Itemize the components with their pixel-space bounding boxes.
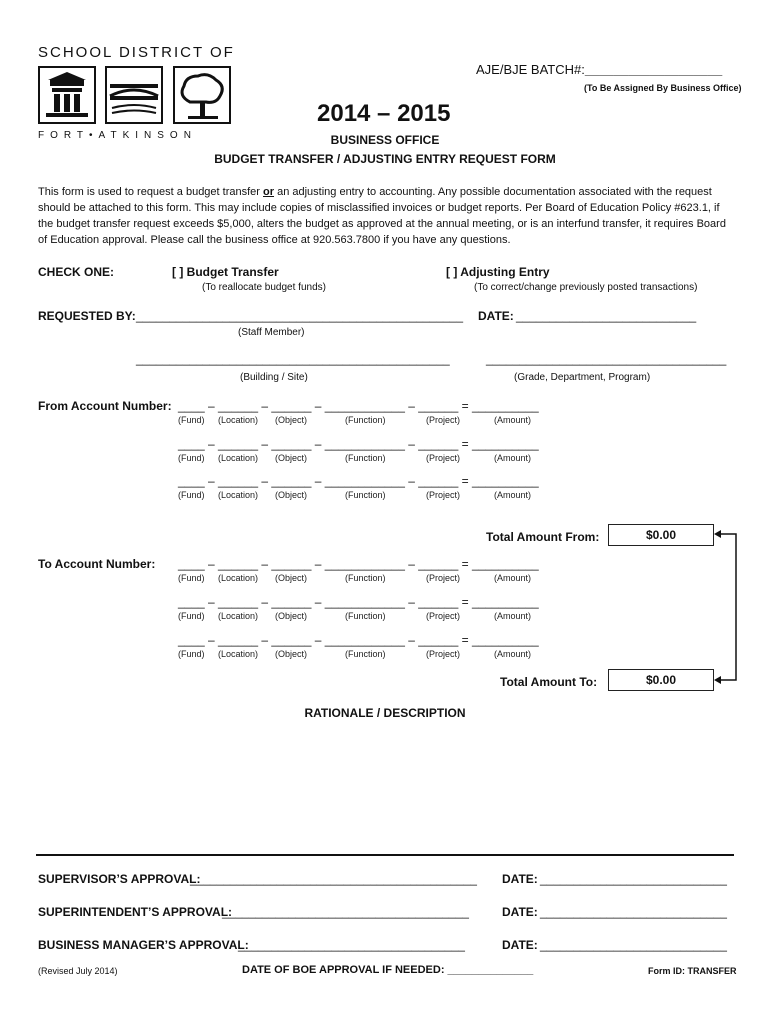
staff-member-label: (Staff Member) bbox=[238, 327, 305, 338]
supervisor-date-input[interactable]: ____________________________ bbox=[540, 872, 727, 886]
location-label: (Location) bbox=[218, 573, 259, 583]
amount-label: (Amount) bbox=[494, 415, 532, 425]
location-label: (Location) bbox=[218, 415, 259, 425]
requested-by-input[interactable]: _________________________________________________ bbox=[136, 309, 464, 323]
location-label: (Location) bbox=[218, 490, 259, 500]
requested-by-label: REQUESTED BY: bbox=[38, 309, 136, 323]
fund-label: (Fund) bbox=[178, 611, 205, 621]
fiscal-year: 2014 – 2015 bbox=[317, 100, 451, 127]
building-label: (Building / Site) bbox=[240, 372, 308, 383]
amount-label: (Amount) bbox=[494, 573, 532, 583]
from-account-input[interactable]: ____ – ______ – ______ – ____________ – ______ = __________ bbox=[178, 437, 539, 451]
project-label: (Project) bbox=[426, 573, 461, 583]
batch-blank: ___________________ bbox=[584, 62, 723, 77]
business-manager-date-label: DATE: bbox=[502, 938, 538, 952]
total-link-arrow-icon bbox=[712, 528, 742, 688]
rationale-heading: RATIONALE / DESCRIPTION bbox=[304, 706, 466, 720]
amount-label: (Amount) bbox=[494, 649, 532, 659]
date-label: DATE: bbox=[478, 309, 514, 323]
supervisor-date-label: DATE: bbox=[502, 872, 538, 886]
location-label: (Location) bbox=[218, 649, 259, 659]
amount-label: (Amount) bbox=[494, 490, 532, 500]
district-logo-icon bbox=[38, 66, 234, 126]
divider bbox=[36, 854, 734, 856]
batch-number-field[interactable] bbox=[476, 62, 722, 77]
total-to-label: Total Amount To: bbox=[500, 675, 598, 689]
boe-approval-field[interactable]: DATE OF BOE APPROVAL IF NEEDED: ______________ bbox=[242, 964, 534, 976]
fund-label: (Fund) bbox=[178, 415, 205, 425]
date-input[interactable]: ___________________________ bbox=[516, 309, 697, 323]
fund-label: (Fund) bbox=[178, 649, 205, 659]
grade-label: (Grade, Department, Program) bbox=[514, 372, 651, 383]
object-label: (Object) bbox=[275, 453, 308, 463]
revised-date: (Revised July 2014) bbox=[38, 966, 118, 976]
location-label: (Location) bbox=[218, 453, 259, 463]
object-label: (Object) bbox=[275, 490, 308, 500]
total-from-label: Total Amount From: bbox=[486, 530, 600, 544]
building-input[interactable]: _______________________________________________ bbox=[136, 352, 450, 366]
superintendent-date-input[interactable]: ____________________________ bbox=[540, 905, 727, 919]
to-account-input[interactable]: ____ – ______ – ______ – ____________ – ______ = __________ bbox=[178, 633, 539, 647]
function-label: (Function) bbox=[345, 415, 386, 425]
batch-note: (To Be Assigned By Business Office) bbox=[584, 83, 742, 93]
amount-label: (Amount) bbox=[494, 453, 532, 463]
function-label: (Function) bbox=[345, 453, 386, 463]
from-account-label: From Account Number: bbox=[38, 399, 172, 413]
project-label: (Project) bbox=[426, 490, 461, 500]
batch-label: AJE/BJE BATCH#: bbox=[476, 62, 585, 77]
function-label: (Function) bbox=[345, 490, 386, 500]
to-account-label: To Account Number: bbox=[38, 557, 156, 571]
adjusting-entry-note: (To correct/change previously posted transactions) bbox=[474, 282, 698, 293]
logo-subtitle: FORT•ATKINSON bbox=[38, 130, 197, 141]
fund-label: (Fund) bbox=[178, 573, 205, 583]
to-account-input[interactable]: ____ – ______ – ______ – ____________ – ______ = __________ bbox=[178, 557, 539, 571]
logo-title: SCHOOL DISTRICT OF bbox=[38, 44, 235, 61]
project-label: (Project) bbox=[426, 453, 461, 463]
intro-or: or bbox=[263, 186, 275, 198]
grade-input[interactable]: ____________________________________ bbox=[486, 352, 727, 366]
from-account-input[interactable]: ____ – ______ – ______ – ____________ – ______ = __________ bbox=[178, 474, 539, 488]
adjusting-entry-checkbox[interactable]: [ ] Adjusting Entry bbox=[446, 265, 550, 279]
total-from-box[interactable] bbox=[608, 524, 714, 546]
supervisor-approval-label: SUPERVISOR’S APPROVAL: bbox=[38, 872, 201, 886]
object-label: (Object) bbox=[275, 611, 308, 621]
function-label: (Function) bbox=[345, 573, 386, 583]
from-account-input[interactable]: ____ – ______ – ______ – ____________ – ______ = __________ bbox=[178, 399, 539, 413]
project-label: (Project) bbox=[426, 415, 461, 425]
project-label: (Project) bbox=[426, 611, 461, 621]
to-account-input[interactable]: ____ – ______ – ______ – ____________ – ______ = __________ bbox=[178, 595, 539, 609]
superintendent-approval-input[interactable]: _____________________________________ bbox=[222, 905, 469, 919]
total-from-value: $0.00 bbox=[645, 528, 677, 542]
budget-transfer-note: (To reallocate budget funds) bbox=[202, 282, 326, 293]
supervisor-approval-input[interactable]: ___________________________________________ bbox=[190, 872, 477, 886]
amount-label: (Amount) bbox=[494, 611, 532, 621]
check-one-label: CHECK ONE: bbox=[38, 265, 115, 279]
total-to-value: $0.00 bbox=[645, 673, 677, 687]
form-id: Form ID: TRANSFER bbox=[648, 966, 737, 976]
business-manager-approval-label: BUSINESS MANAGER’S APPROVAL: bbox=[38, 938, 249, 952]
office-heading: BUSINESS OFFICE bbox=[330, 133, 440, 147]
business-manager-date-input[interactable]: ____________________________ bbox=[540, 938, 727, 952]
location-label: (Location) bbox=[218, 611, 259, 621]
fund-label: (Fund) bbox=[178, 453, 205, 463]
rationale-textarea[interactable] bbox=[38, 728, 734, 848]
fund-label: (Fund) bbox=[178, 490, 205, 500]
function-label: (Function) bbox=[345, 649, 386, 659]
superintendent-date-label: DATE: bbox=[502, 905, 538, 919]
object-label: (Object) bbox=[275, 573, 308, 583]
superintendent-approval-label: SUPERINTENDENT’S APPROVAL: bbox=[38, 905, 233, 919]
budget-transfer-checkbox[interactable]: [ ] Budget Transfer bbox=[172, 265, 279, 279]
intro-paragraph: This form is used to request a budget transfer or an adjusting entry to accounting. Any possible documentation associated with the request should be attached to this form. This may include copies of misclassified invoices or budget reports. Per Board of Education Policy #623.1, if the budget transfer request exceeds $5,000, alters the budget as approved at the annual meeting, or is an interfund transfer, it requires Board of Education approval. Please call the business office at 920.563.7800 if you have any questions. bbox=[38, 186, 726, 246]
business-manager-approval-input[interactable]: __________________________________ bbox=[238, 938, 465, 952]
project-label: (Project) bbox=[426, 649, 461, 659]
function-label: (Function) bbox=[345, 611, 386, 621]
object-label: (Object) bbox=[275, 415, 308, 425]
object-label: (Object) bbox=[275, 649, 308, 659]
form-title: BUDGET TRANSFER / ADJUSTING ENTRY REQUEST FORM bbox=[214, 152, 556, 166]
total-to-box[interactable] bbox=[608, 669, 714, 691]
